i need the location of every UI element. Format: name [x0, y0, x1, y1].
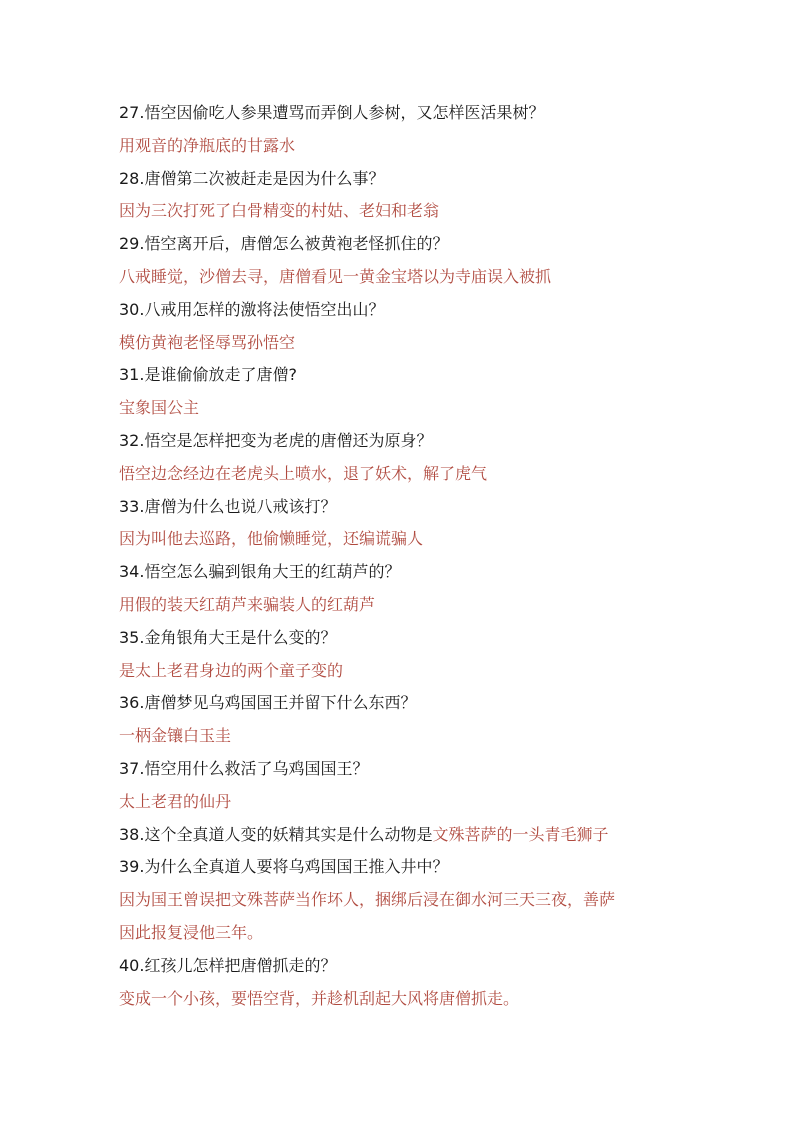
answer-31: 宝象国公主	[119, 398, 200, 418]
answer-36: 一柄金镶白玉圭	[119, 726, 232, 746]
question-32: 32.悟空是怎样把变为老虎的唐僧还为原身？	[119, 430, 433, 450]
question-40: 40.红孩儿怎样把唐僧抓走的？	[119, 955, 337, 975]
qa-list	[119, 97, 679, 1015]
answer-34: 用假的装天红葫芦来骗装人的红葫芦	[119, 594, 376, 614]
answer-33: 因为叫他去巡路，他偷懒睡觉，还编谎骗人	[119, 529, 424, 549]
answer-38-inline: 文殊菩萨的一头青毛狮子	[432, 824, 609, 844]
answer-27: 用观音的净瓶底的甘露水	[119, 135, 296, 155]
question-31: 31.是谁偷偷放走了唐僧?	[119, 365, 297, 385]
question-34: 34.悟空怎么骗到银角大王的红葫芦的？	[119, 562, 401, 582]
question-35: 35.金角银角大王是什么变的？	[119, 627, 337, 647]
question-33: 33.唐僧为什么也说八戒该打？	[119, 496, 337, 516]
answer-29: 八戒睡觉，沙僧去寻，唐僧看见一黄金宝塔以为寺庙误入被抓	[119, 266, 552, 286]
question-38: 38.这个全真道人变的妖精其实是什么动物是	[119, 824, 433, 844]
question-29: 29.悟空离开后，唐僧怎么被黄袍老怪抓住的？	[119, 234, 449, 254]
question-30: 30.八戒用怎样的激将法使悟空出山？	[119, 299, 385, 319]
answer-37: 太上老君的仙丹	[119, 791, 232, 811]
answer-30: 模仿黄袍老怪辱骂孙悟空	[119, 332, 296, 352]
question-39: 39.为什么全真道人要将乌鸡国国王推入井中？	[119, 857, 449, 877]
answer-28: 因为三次打死了白骨精变的村姑、老妇和老翁	[119, 201, 440, 221]
question-37: 37.悟空用什么救活了乌鸡国国王？	[119, 758, 369, 778]
answer-39-line-1: 因为国王曾误把文殊菩萨当作坏人，捆绑后浸在御水河三天三夜，善萨	[119, 890, 616, 910]
answer-39-line-2: 因此报复浸他三年。	[119, 922, 264, 942]
question-27: 27.悟空因偷吃人参果遭骂而弄倒人参树，又怎样医活果树？	[119, 103, 545, 122]
question-36: 36.唐僧梦见乌鸡国国王并留下什么东西？	[119, 693, 417, 713]
answer-40: 变成一个小孩，要悟空背，并趁机刮起大风将唐僧抓走。	[119, 988, 520, 1008]
answer-32: 悟空边念经边在老虎头上喷水，退了妖术，解了虎气	[119, 463, 488, 483]
question-38-line	[119, 819, 679, 852]
question-28: 28.唐僧第二次被赶走是因为什么事？	[119, 168, 385, 188]
answer-35: 是太上老君身边的两个童子变的	[119, 660, 344, 680]
